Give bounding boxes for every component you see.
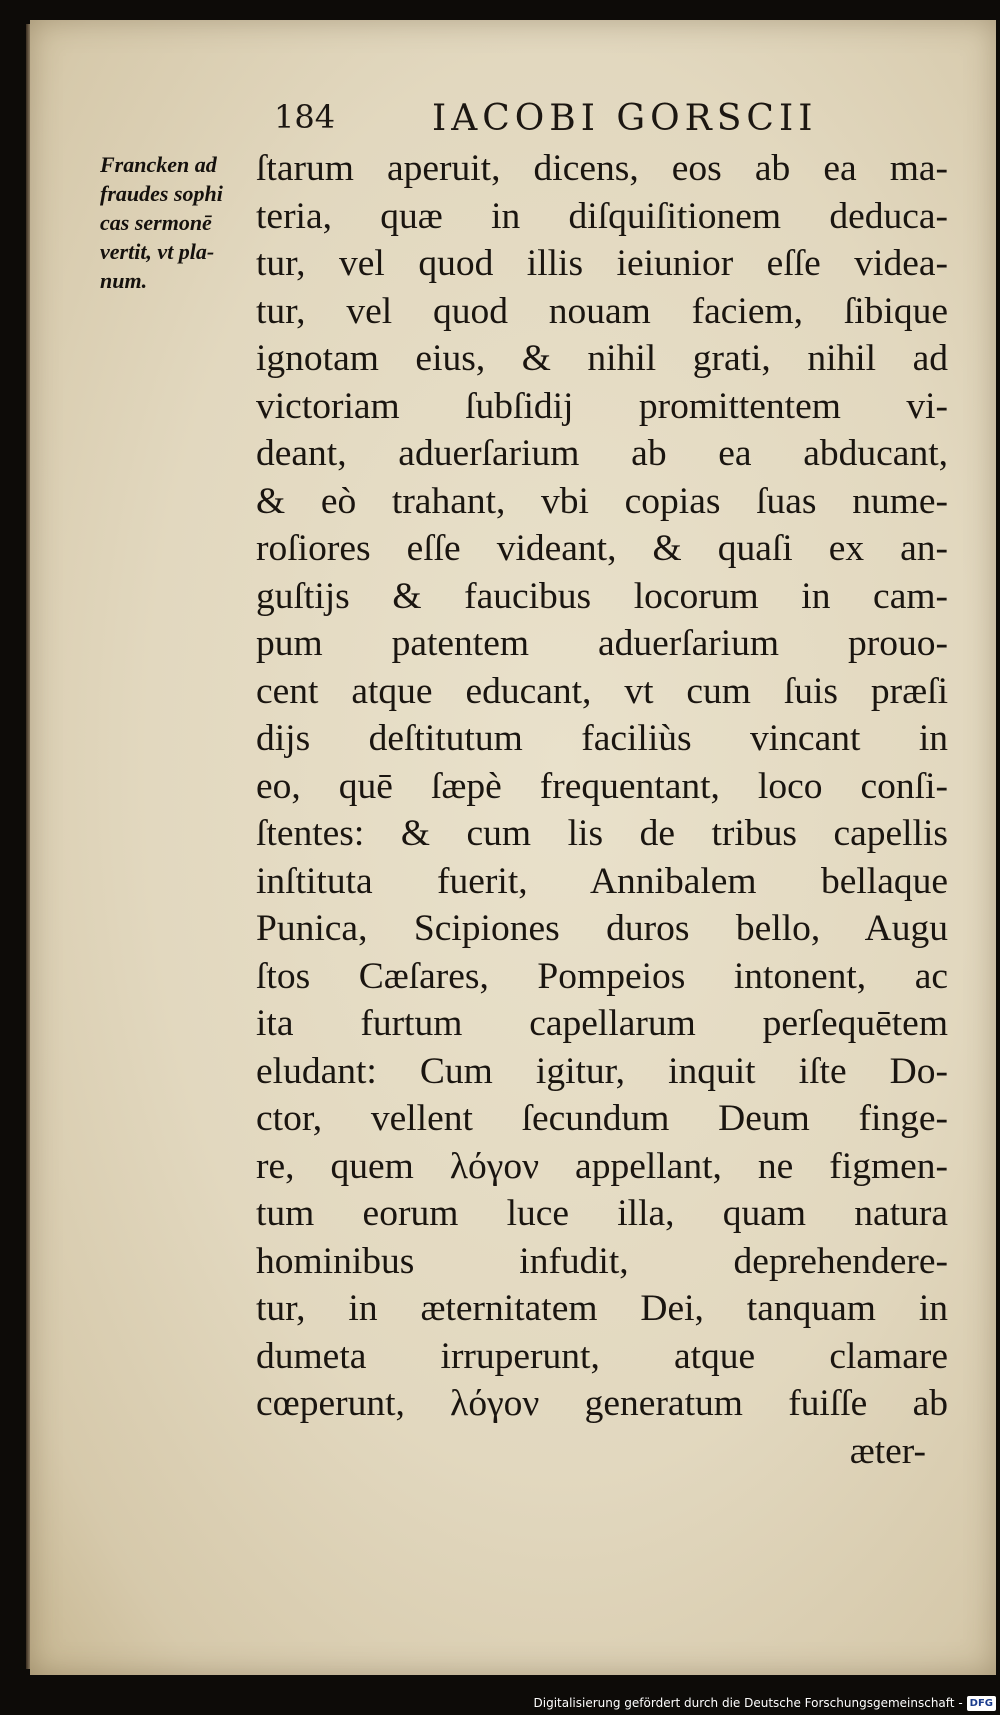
credit-text: Digitalisierung gefördert durch die Deutsche Forschungsgemeinschaft - [533,1696,963,1710]
text-line: Punica, Scipiones duros bello, Augu [256,908,948,949]
marginal-note-line: num. [100,268,148,293]
text-line: eludant: Cum igitur, inquit iſte Do- [256,1050,948,1092]
text-line: pum patentem aduerſarium prouo- [256,623,948,664]
text-line: ſtos Cæſares, Pompeios intonent, ac [256,955,948,997]
catchword: æter- [849,1430,926,1472]
text-line: tur, in æternitatem Dei, tanquam in [256,1288,948,1329]
text-line: ctor, vellent ſecundum Deum finge- [256,1098,948,1139]
text-line: ſtentes: & cum lis de tribus capellis [256,813,948,854]
text-line: re, quem λόγον appellant, ne figmen- [256,1145,948,1187]
text-line: tum eorum luce illa, quam natura [256,1193,948,1234]
text-line: cent atque educant, vt cum ſuis præſi [256,670,948,712]
text-line: cœperunt, λόγον generatum fuiſſe ab [256,1383,948,1424]
marginal-note-line: cas sermonē [100,210,212,235]
page-header [0,98,1000,152]
marginal-note-line: Francken ad [100,152,217,177]
text-line: ſtarum aperuit, dicens, eos ab ea ma- [256,148,948,189]
text-line: hominibus infudit, deprehendere- [256,1240,948,1282]
text-line: dumeta irruperunt, atque clamare [256,1335,948,1377]
marginal-note-line: vertit, vt pla- [100,239,215,264]
text-line: dijs deſtitutum faciliùs vincant in [256,718,948,759]
marginal-note-line: fraudes sophi [100,181,223,206]
text-line: teria, quæ in diſquiſitionem deduca- [256,195,948,237]
digitization-credit [534,1693,997,1713]
page-number: 184 [274,98,336,136]
text-line: tur, vel quod illis ieiunior eſſe videa- [256,243,948,284]
text-line: roſiores eſſe videant, & quaſi ex an- [256,528,948,569]
marginal-note [100,150,260,295]
text-line: eo, quē ſæpè frequentant, loco conſi- [256,765,948,807]
text-line: guſtijs & faucibus locorum in cam- [256,575,948,617]
text-line: deant, aduerſarium ab ea abducant, [256,433,948,474]
text-line: tur, vel quod nouam faciem, ſibique [256,290,948,332]
text-line: inſtituta fuerit, Annibalem bellaque [256,860,948,902]
dfg-logo: DFG [967,1696,996,1711]
text-line: & eò trahant, vbi copias ſuas nume- [256,480,948,522]
text-line: ita furtum capellarum perſequētem [256,1003,948,1044]
body-text [256,145,948,1475]
text-line: victoriam ſubſidij promittentem vi- [256,385,948,427]
text-line: ignotam eius, & nihil grati, nihil ad [256,338,948,379]
running-head: IACOBI GORSCII [432,98,818,139]
